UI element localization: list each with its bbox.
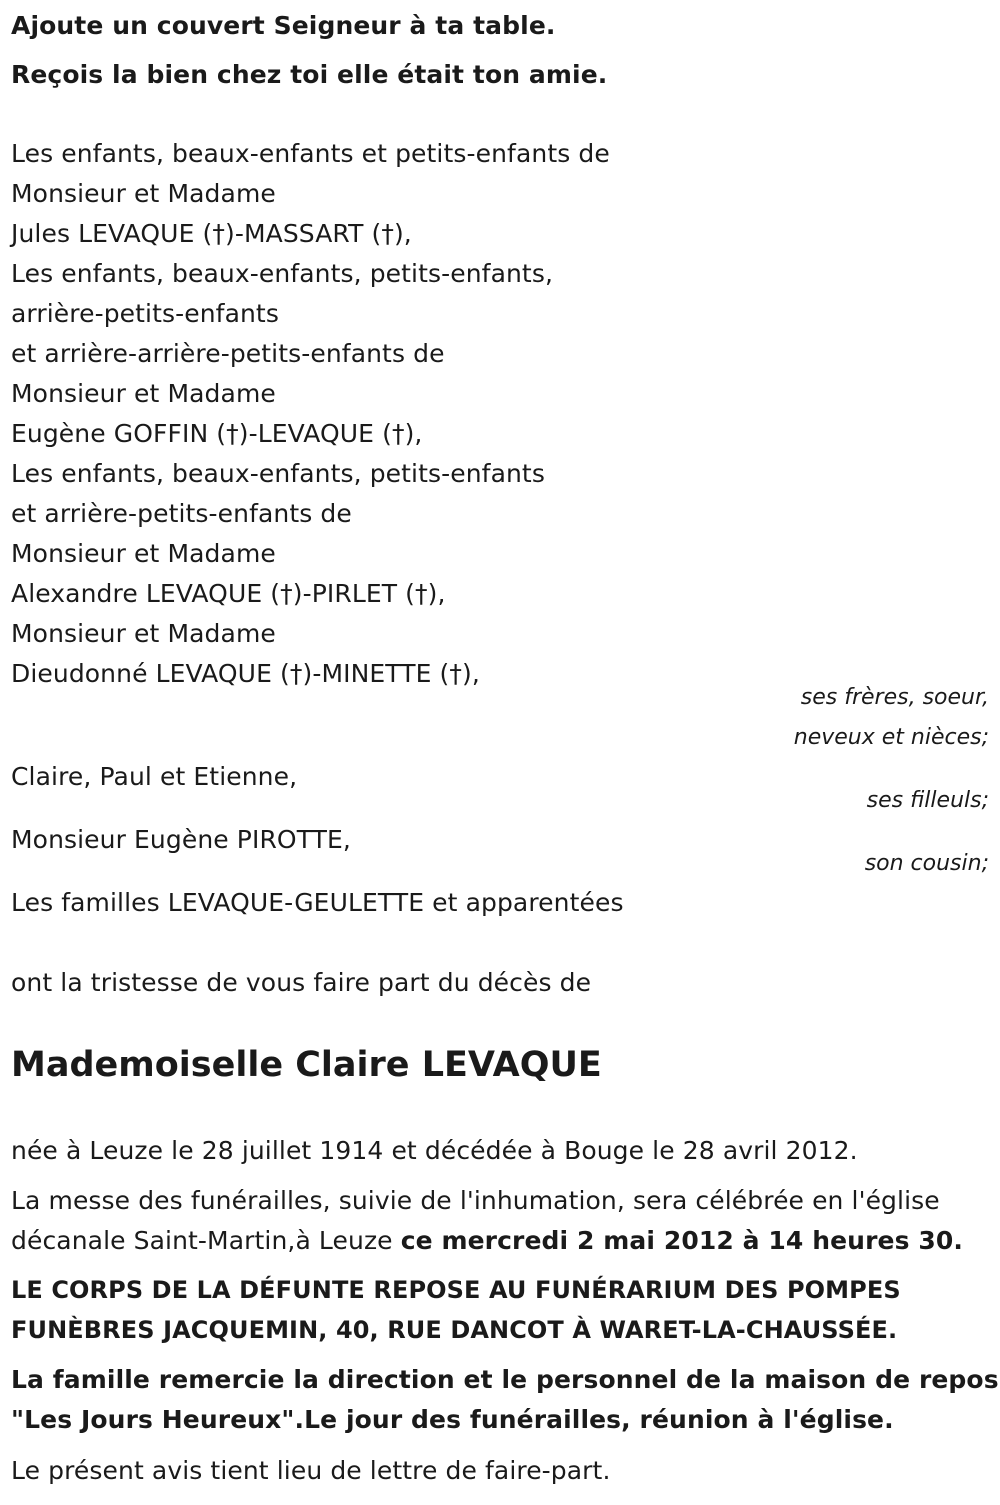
family-line: et arrière-arrière-petits-enfants de <box>11 339 445 368</box>
family-line: Les enfants, beaux-enfants et petits-enfants de <box>11 139 610 168</box>
mass-line-1: La messe des funérailles, suivie de l'inhumation, sera célébrée en l'église <box>11 1186 940 1215</box>
family-line: Eugène GOFFIN (†)-LEVAQUE (†), <box>11 419 423 448</box>
mass-line-2 <box>11 1226 963 1256</box>
family-line: Monsieur et Madame <box>11 619 276 648</box>
mass-location: décanale Saint-Martin,à Leuze <box>11 1226 401 1255</box>
family-line: et arrière-petits-enfants de <box>11 499 352 528</box>
relation-label-nephews: neveux et nièces; <box>793 725 989 750</box>
verse-line-2: Reçois la bien chez toi elle était ton amie. <box>11 60 608 89</box>
repose-line-2: FUNÈBRES JACQUEMIN, 40, RUE DANCOT À WARET-LA-CHAUSSÉE. <box>11 1316 898 1344</box>
family-line: Jules LEVAQUE (†)-MASSART (†), <box>11 219 412 248</box>
families-line: Les familles LEVAQUE-GEULETTE et apparentées <box>11 888 624 917</box>
family-line: Monsieur et Madame <box>11 539 276 568</box>
family-line: Alexandre LEVAQUE (†)-PIRLET (†), <box>11 579 446 608</box>
relation-label-siblings: ses frères, soeur, <box>800 685 989 710</box>
relation-label-cousin: son cousin; <box>864 851 989 876</box>
family-line: Dieudonné LEVAQUE (†)-MINETTE (†), <box>11 659 480 688</box>
family-line: Les enfants, beaux-enfants, petits-enfants <box>11 459 545 488</box>
relation-label-godchildren: ses filleuls; <box>866 788 989 813</box>
thanks-line-2: "Les Jours Heureux".Le jour des funérailles, réunion à l'église. <box>11 1405 894 1434</box>
closing-line: Le présent avis tient lieu de lettre de faire-part. <box>11 1456 611 1485</box>
repose-line-1: LE CORPS DE LA DÉFUNTE REPOSE AU FUNÉRARIUM DES POMPES <box>11 1276 901 1304</box>
announcement: ont la tristesse de vous faire part du décès de <box>11 968 592 997</box>
family-line: Monsieur et Madame <box>11 379 276 408</box>
godchildren-names: Claire, Paul et Etienne, <box>11 762 298 791</box>
deceased-name: Mademoiselle Claire LEVAQUE <box>11 1045 602 1085</box>
family-line: arrière-petits-enfants <box>11 299 279 328</box>
family-line: Les enfants, beaux-enfants, petits-enfants, <box>11 259 554 288</box>
birth-death-line: née à Leuze le 28 juillet 1914 et décédée à Bouge le 28 avril 2012. <box>11 1136 858 1165</box>
verse-line-1: Ajoute un couvert Seigneur à ta table. <box>11 11 556 40</box>
cousin-name: Monsieur Eugène PIROTTE, <box>11 825 351 854</box>
thanks-line-1: La famille remercie la direction et le personnel de la maison de repos <box>11 1365 999 1394</box>
family-line: Monsieur et Madame <box>11 179 276 208</box>
mass-date: ce mercredi 2 mai 2012 à 14 heures 30. <box>400 1226 963 1255</box>
